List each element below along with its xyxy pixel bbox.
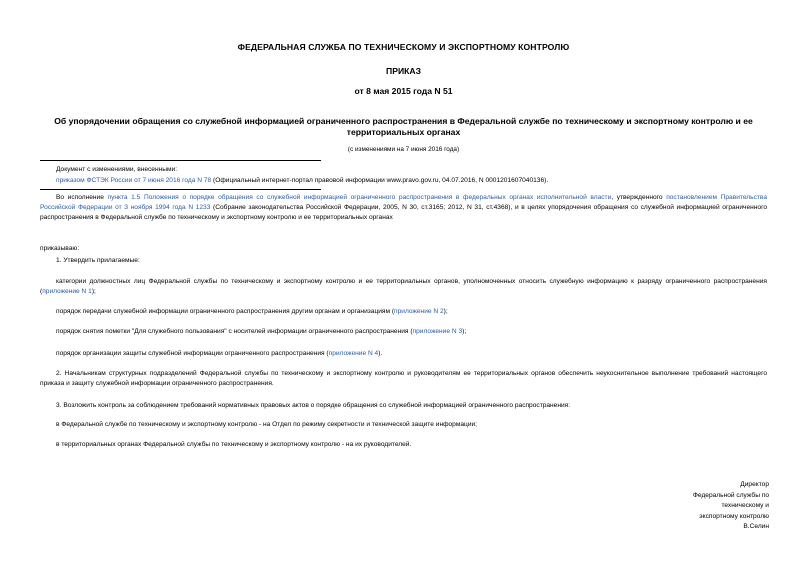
item1-heading: 1. Утвердить прилагаемые: [56,257,140,264]
signature-line-2: Федеральной службы по [692,491,769,499]
item3-b: в территориальных органах Федеральной службы по техническому и экспортному контролю - на их руководителей. [56,441,412,448]
signature-name: В.Селин [743,523,769,530]
appendix-2-link[interactable]: приложение N 2 [394,308,444,315]
signature-position: Директор [740,481,769,488]
document-date-number: от 8 мая 2015 года N 51 [354,86,453,96]
item1-d-end: ). [378,350,383,357]
item3-a: в Федеральной службе по техническому и экспортному контролю - на Отдел по режиму секретности и технической защите информации; [56,421,478,428]
document-title: Об упорядочении обращения со служебной информацией ограниченного распространения в Федеральной службе по техническому и экспортному контролю и ее территориальных органах [54,116,753,137]
amendment-order-link[interactable]: приказом ФСТЭК России от 7 июня 2016 года N 78 [56,177,212,184]
item1-a-end: ); [91,288,96,295]
item2-paragraph: 2. Начальникам структурных подразделений Федеральной службы по техническому и экспортному контролю и руководителям ее территориальных органов обеспечить неукоснительное выполнение требований настоящего приказа и защиту служебной информации ограниченного распространения. [40,370,767,387]
preamble-suffix: (Собрание законодательства Российской Федерации, 2005, N 30, ст.3165; 2012, N 31, ст.4368), и в целях упорядочения обращения со служебной информацией ограниченного распространения в Федеральной службе по техническому и экспортному контролю и ее территориальных органах [40,204,767,221]
amendment-source: (Официальный интернет-портал правовой информации www.pravo.gov.ru, 04.07.2016, N 0001201607040136). [211,177,549,184]
item1-c-end: ); [462,328,467,335]
item1-b-text: порядок передачи служебной информации ограниченного распространения другим органам и организациям ( [56,308,395,315]
signature-line-3: техническому и [721,502,769,509]
document-type: ПРИКАЗ [386,66,421,76]
item1-d [56,350,382,357]
regulation-link[interactable]: пункта 1.5 Положения о порядке обращения со служебной информацией ограниченного распространения в федеральных органах исполнительной власти [107,194,612,201]
signature-block [640,480,769,533]
appendix-1-link[interactable]: приложение N 1 [42,288,92,295]
item1-c [56,328,466,335]
signature-line-4: экспортному контролю [699,512,769,520]
divider-bottom [40,189,321,190]
amendments-line [56,177,548,184]
item1-a-text: категории должностных лиц Федеральной службы по техническому и экспортному контролю и ее территориальных органов, уполномоченных относить служебную информацию к разряду ограниченного распространения ( [40,278,767,295]
orders-word: приказываю: [40,245,80,252]
item1-b [56,308,448,315]
item1-a [40,277,767,297]
item1-c-text: порядок снятия пометки "Для служебного пользования" с носителей информации ограниченного распространения ( [56,328,413,335]
agency-heading: ФЕДЕРАЛЬНАЯ СЛУЖБА ПО ТЕХНИЧЕСКОМУ И ЭКСПОРТНОМУ КОНТРОЛЮ [237,42,570,52]
item3-heading: 3. Возложить контроль за соблюдением требований нормативных правовых актов о порядке обращения со служебной информацией ограниченного распространения: [56,402,571,409]
preamble-prefix: Во исполнение [56,194,108,201]
divider-top [40,160,321,161]
preamble-mid: , утвержденного [611,194,667,201]
amendments-label: Документ с изменениями, внесенными: [56,166,178,173]
changes-note: (с изменениями на 7 июня 2016 года) [347,146,460,153]
item1-b-end: ); [443,308,448,315]
item1-d-text: порядок организации защиты служебной информации ограниченного распространения ( [56,350,329,357]
government-decree-link[interactable]: постановлением Правительства Российской Федерации от 3 ноября 1994 года N 1233 [40,194,767,211]
appendix-3-link[interactable]: приложение N 3 [412,328,463,335]
appendix-4-link[interactable]: приложение N 4 [328,350,379,357]
preamble-paragraph [40,193,767,223]
